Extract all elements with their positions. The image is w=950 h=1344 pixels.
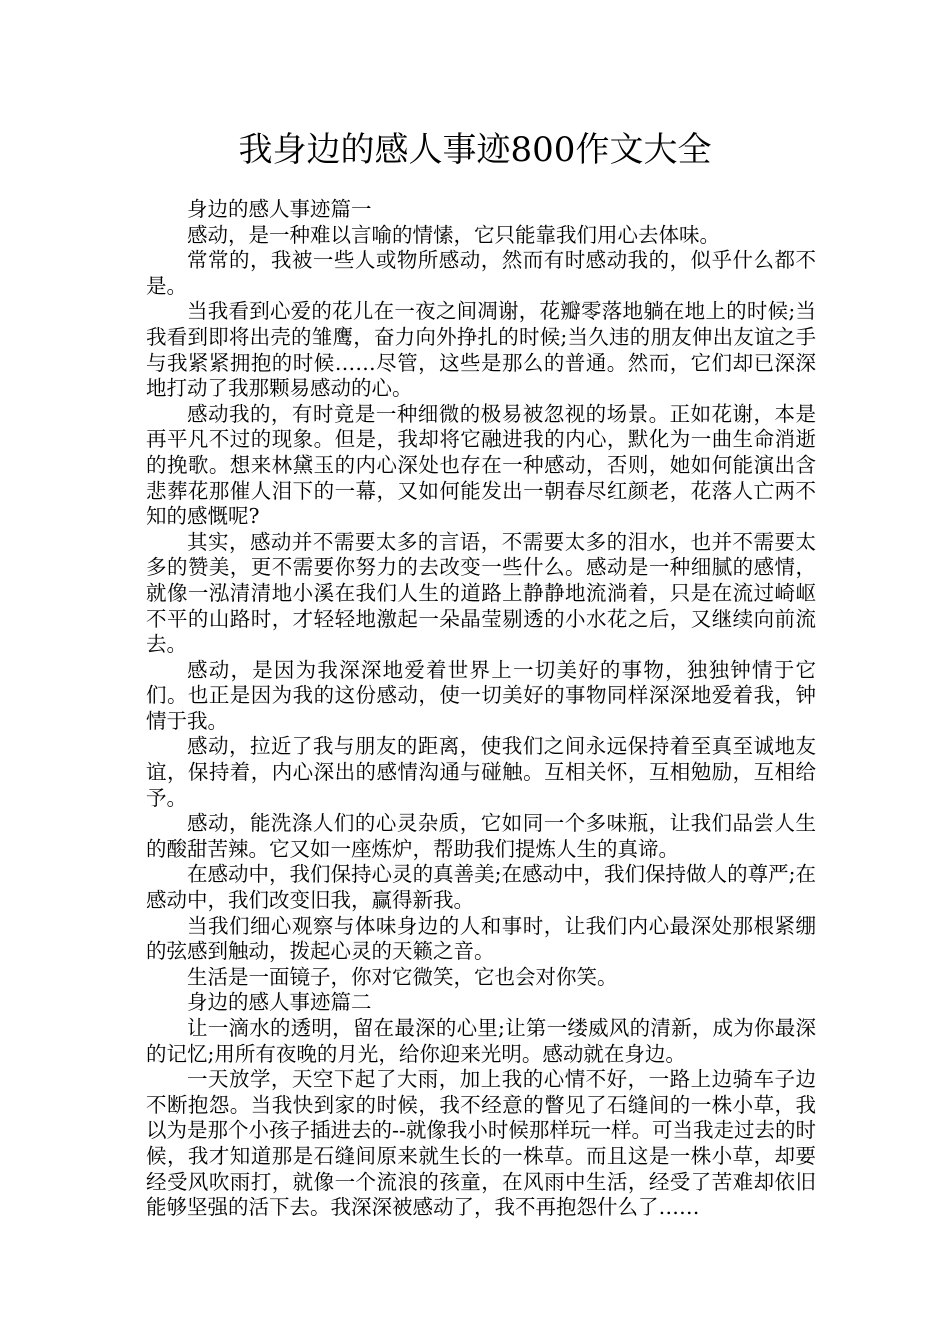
section-heading-1: 身边的感人事迹篇一 bbox=[187, 197, 372, 221]
paragraph: 生活是一面镜子，你对它微笑，它也会对你笑。 bbox=[187, 964, 618, 989]
paragraph: 常常的，我被一些人或物所感动，然而有时感动我的，似乎什么都不是。 bbox=[146, 248, 816, 298]
paragraph: 感动我的，有时竟是一种细微的极易被忽视的场景。正如花谢，本是再平凡不过的现象。但是，我却将它融进我的内心，默化为一曲生命消逝的挽歌。想来林黛玉的内心深处也存在一种感动，否则，她如何能演出含悲葬花那催人泪下的一幕，又如何能发出一朝春尽红颜老，花落人亡两不知的感慨呢? bbox=[146, 401, 816, 529]
section-heading-2: 身边的感人事迹篇二 bbox=[187, 990, 372, 1015]
document-title: 我身边的感人事迹800作文大全 bbox=[238, 130, 712, 170]
paragraph: 感动，是因为我深深地爱着世界上一切美好的事物，独独钟情于它们。也正是因为我的这份感动，使一切美好的事物同样深深地爱着我，钟情于我。 bbox=[146, 657, 816, 733]
paragraph: 让一滴水的透明，留在最深的心里;让第一缕威风的清新，成为你最深的记忆;用所有夜晚的月光，给你迎来光明。感动就在身边。 bbox=[146, 1016, 816, 1066]
paragraph: 当我们细心观察与体味身边的人和事时，让我们内心最深处那根紧绷的弦感到触动，拨起心灵的天籁之音。 bbox=[146, 913, 816, 964]
paragraph: 感动，是一种难以言喻的情愫，它只能靠我们用心去体味。 bbox=[187, 222, 720, 247]
paragraph: 其实，感动并不需要太多的言语，不需要太多的泪水，也并不需要太多的赞美，更不需要你努力的去改变一些什么。感动是一种细腻的感情，就像一泓清清地小溪在我们人生的道路上静静地流淌着，只是在流过崎岖不平的山路时，才轻轻地激起一朵晶莹剔透的小水花之后，又继续向前流去。 bbox=[146, 529, 816, 657]
paragraph: 一天放学，天空下起了大雨，加上我的心情不好，一路上边骑车子边不断抱怨。当我快到家的时候，我不经意的瞥见了石缝间的一株小草，我以为是那个小孩子插进去的--就像我小时候那样玩一样。可当我走过去的时候，我才知道那是石缝间原来就生长的一株草。而且这是一株小草，却要经受风吹雨打，就像一个流浪的孩童，在风雨中生活，经受了苦难却依旧能够坚强的活下去。我深深被感动了，我不再抱怨什么了…… bbox=[146, 1067, 816, 1220]
document-body bbox=[146, 197, 816, 1221]
paragraph: 感动，拉近了我与朋友的距离，使我们之间永远保持着至真至诚地友谊，保持着，内心深出的感情沟通与碰触。互相关怀，互相勉励，互相给予。 bbox=[146, 734, 816, 810]
paragraph: 当我看到心爱的花儿在一夜之间凋谢，花瓣零落地躺在地上的时候;当我看到即将出壳的雏鹰，奋力向外挣扎的时候;当久违的朋友伸出友谊之手与我紧紧拥抱的时候……尽管，这些是那么的普通。然而，它们却已深深地打动了我那颗易感动的心。 bbox=[146, 299, 816, 401]
paragraph: 感动，能洗涤人们的心灵杂质，它如同一个多味瓶，让我们品尝人生的酸甜苦辣。它又如一座炼炉，帮助我们提炼人生的真谛。 bbox=[146, 811, 816, 861]
paragraph: 在感动中，我们保持心灵的真善美;在感动中，我们保持做人的尊严;在感动中，我们改变旧我，赢得新我。 bbox=[146, 862, 816, 913]
